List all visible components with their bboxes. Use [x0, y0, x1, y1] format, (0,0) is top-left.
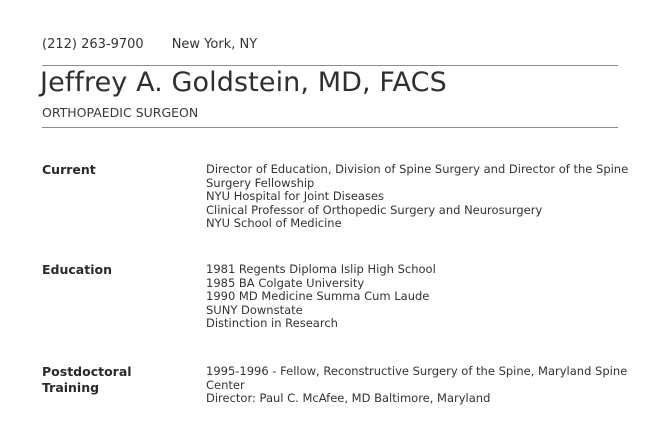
header-top-divider [42, 65, 618, 66]
contact-line [42, 37, 257, 52]
header-bottom-divider [42, 127, 618, 128]
detail-line: Center [206, 377, 245, 392]
detail-line: NYU School of Medicine [206, 216, 342, 231]
section-label-line: Training [42, 380, 100, 395]
detail-line: 1985 BA Colgate University [206, 275, 365, 290]
city-location: New York, NY [171, 37, 258, 52]
phone-number: (212) 263-9700 [42, 37, 144, 52]
section-education-details [206, 263, 606, 331]
detail-line: NYU Hospital for Joint Diseases [206, 189, 385, 204]
detail-line: Distinction in Research [206, 316, 338, 331]
section-label-current: Current [42, 162, 96, 177]
doctor-title: ORTHOPAEDIC SURGEON [42, 105, 199, 120]
section-postdoctoral-details [206, 364, 628, 406]
section-current-details [206, 162, 629, 231]
section-label-education: Education [42, 262, 112, 277]
detail-line: Director of Education, Division of Spine Surgery and Director of the Spine [206, 162, 629, 176]
doctor-name: Jeffrey A. Goldstein, MD, FACS [40, 67, 447, 98]
detail-line: Director: Paul C. McAfee, MD Baltimore, Maryland [206, 391, 491, 406]
detail-line: 1981 Regents Diploma Islip High School [206, 262, 436, 276]
detail-line: 1990 MD Medicine Summa Cum Laude [206, 289, 430, 304]
detail-line: Surgery Fellowship [206, 175, 315, 190]
detail-line: 1995-1996 - Fellow, Reconstructive Surgery of the Spine, Maryland Spine [206, 364, 628, 378]
detail-line: Clinical Professor of Orthopedic Surgery and Neurosurgery [206, 202, 543, 217]
detail-line: SUNY Downstate [206, 302, 303, 317]
section-label-postdoctoral-training [42, 364, 162, 396]
section-label-line: Postdoctoral [42, 364, 132, 379]
